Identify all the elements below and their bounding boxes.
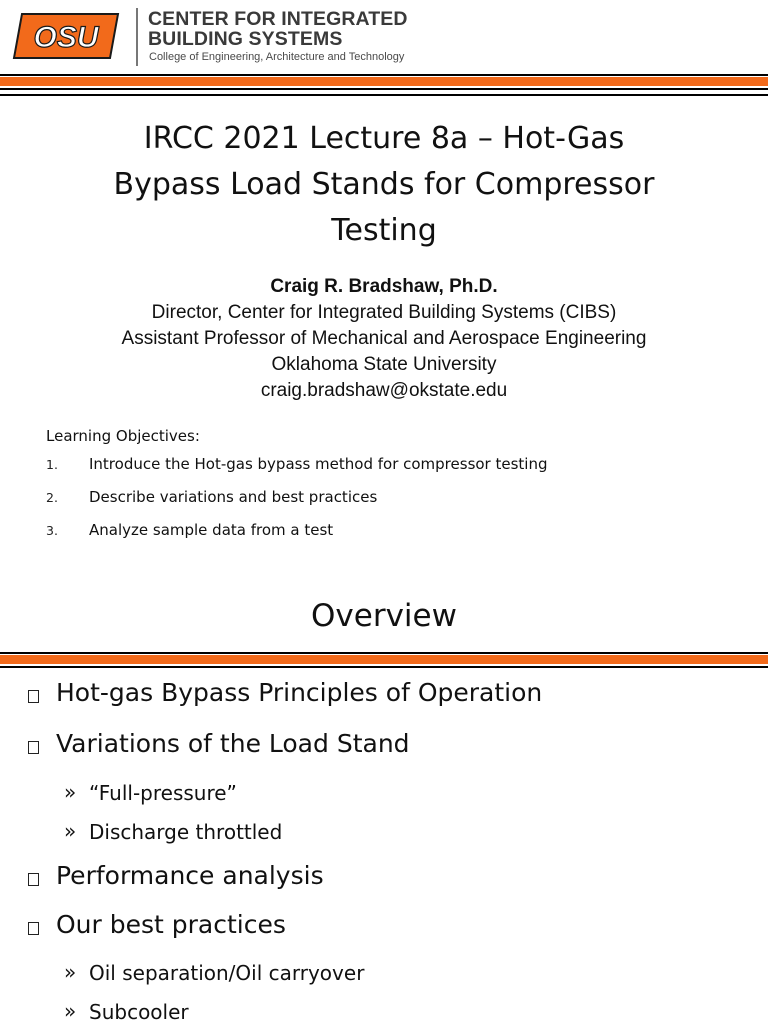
org-name-line2: BUILDING SYSTEMS [148,28,343,50]
overview-rule-top [0,652,768,654]
objective-text: Describe variations and best practices [89,488,378,506]
objective-number: 2. [46,490,58,505]
author-role-director: Director, Center for Integrated Building Systems (CIBS) [151,302,617,323]
header-rule-top [0,74,768,76]
bullet-text: Hot-gas Bypass Principles of Operation [56,678,543,707]
chevron-bullet-icon: » [64,780,77,804]
objectives-list [46,455,746,554]
chevron-bullet-icon: » [64,819,77,843]
lecture-title-line1: IRCC 2021 Lecture 8a – Hot-Gas [143,121,625,156]
square-bullet-icon [28,873,39,886]
author-affiliation: Oklahoma State University [271,354,497,375]
header-rule-orange [0,77,768,86]
org-name [148,9,408,49]
bullet-text: Our best practices [56,910,286,939]
objective-number: 1. [46,457,58,472]
svg-text:OSU: OSU [33,21,99,54]
objective-item [46,488,746,521]
overview-rule-bottom [0,666,768,668]
square-bullet-icon [28,690,39,703]
bullet-text: Performance analysis [56,861,324,890]
square-bullet-icon [28,741,39,754]
org-subtitle: College of Engineering, Architecture and Technology [149,51,405,63]
lecture-title-line2: Bypass Load Stands for Compressor [113,167,655,202]
author-name: Craig R. Bradshaw, Ph.D. [270,276,498,297]
chevron-bullet-icon: » [64,960,77,984]
org-name-line1: CENTER FOR INTEGRATED [148,8,408,30]
author-role-professor: Assistant Professor of Mechanical and Aerospace Engineering [121,328,647,349]
learning-objectives [46,427,746,554]
sub-bullet-text: “Full-pressure” [89,781,237,805]
header-divider [136,8,138,66]
objective-text: Analyze sample data from a test [89,521,334,539]
header-rule-bottom [0,88,768,90]
objective-number: 3. [46,523,58,538]
objective-item [46,521,746,554]
bullet-text: Variations of the Load Stand [56,729,410,758]
author-block [20,274,748,404]
osu-logo [12,6,124,66]
objective-text: Introduce the Hot-gas bypass method for compressor testing [89,455,548,473]
square-bullet-icon [28,922,39,935]
chevron-bullet-icon: » [64,999,77,1023]
lecture-title-line3: Testing [331,213,437,248]
overview-title: Overview [311,598,457,634]
sub-bullet-text: Subcooler [89,1000,189,1024]
lecture-title [20,116,748,254]
objective-item [46,455,746,488]
page-header [0,0,768,76]
sub-bullet-text: Oil separation/Oil carryover [89,961,365,985]
author-email[interactable]: craig.bradshaw@okstate.edu [260,380,508,401]
sub-bullet-text: Discharge throttled [89,820,283,844]
overview-rule-orange [0,655,768,664]
header-rule-thin [0,94,768,96]
objectives-heading: Learning Objectives: [46,427,200,445]
